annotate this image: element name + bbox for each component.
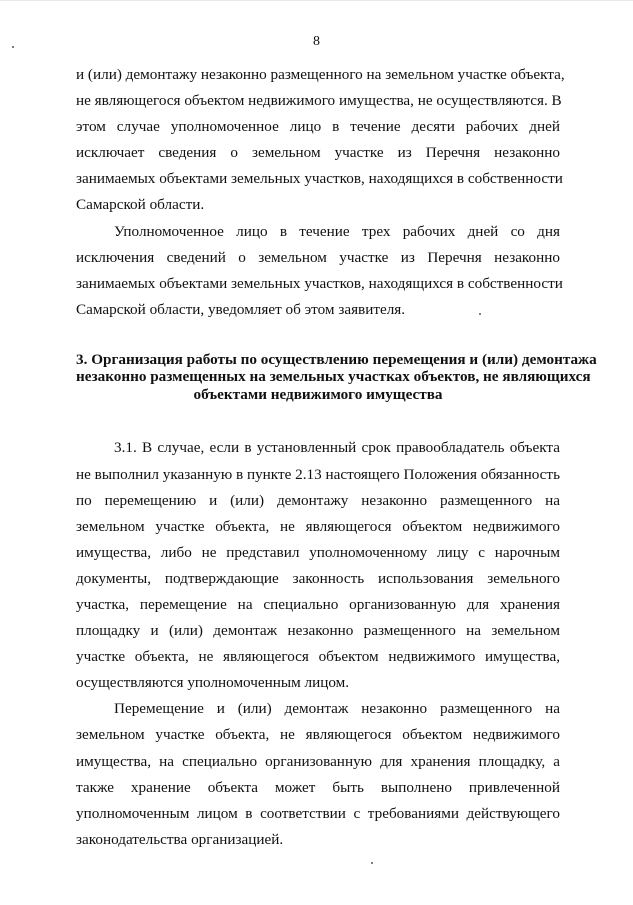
text-line: также хранение объекта может быть выполнено привлеченной	[76, 778, 560, 796]
section-heading	[76, 350, 597, 404]
text-line: имущества, на специально организованную для хранения площадку, а	[76, 752, 560, 770]
paragraph	[76, 696, 560, 853]
heading-line: 3. Организация работы по осуществлению перемещения и (или) демонтажа	[76, 350, 597, 368]
text-line: земельном участке объекта, не являющегося объектом недвижимого	[76, 726, 560, 744]
scan-top-edge	[0, 0, 633, 1]
text-line: не выполнил указанную в пункте 2.13 настоящего Положения обязанность	[76, 465, 560, 483]
page-number: 8	[313, 34, 320, 49]
text-line: исключает сведения о земельном участке из Перечня незаконно	[76, 144, 560, 162]
text-line: имущества, либо не представил уполномоченному лицу с нарочным	[76, 543, 560, 561]
text-line: занимаемых объектами земельных участков, находящихся в собственности	[76, 170, 563, 188]
text-line: уполномоченным лицом в соответствии с требованиями действующего	[76, 804, 560, 822]
document-body	[76, 62, 597, 853]
text-line: по перемещению и (или) демонтажу незаконно размещенного на	[76, 491, 560, 509]
paragraph	[76, 219, 563, 323]
text-line: участка, перемещение на специально организованную для хранения	[76, 596, 560, 613]
text-line: не являющегося объектом недвижимого имущества, не осуществляются. В	[76, 92, 562, 110]
paragraph	[76, 435, 560, 696]
heading-line: незаконно размещенных на земельных участках объектов, не являющихся	[76, 368, 591, 386]
text-line: земельном участке объекта, не являющегося объектом недвижимого	[76, 517, 560, 535]
text-line: осуществляются уполномоченным лицом.	[76, 674, 350, 692]
text-line: 3.1. В случае, если в установленный срок правообладатель объекта	[114, 439, 560, 457]
text-line: участке объекта, не являющегося объектом недвижимого имущества,	[76, 648, 560, 666]
text-line: исключения сведений о земельном участке из Перечня незаконно	[76, 248, 560, 266]
text-line: Самарской области, уведомляет об этом заявителя.	[76, 300, 406, 318]
scan-speck	[371, 862, 373, 864]
heading-line: объектами недвижимого имущества	[193, 385, 443, 403]
text-line: Уполномоченное лицо в течение трех рабочих дней со дня	[114, 222, 560, 240]
text-line: площадку и (или) демонтаж незаконно размещенного на земельном	[76, 622, 560, 640]
paragraph	[76, 62, 565, 219]
text-line: этом случае уполномоченное лицо в течение десяти рабочих дней	[76, 118, 560, 136]
text-line: Самарской области.	[76, 196, 205, 214]
text-line: законодательства организацией.	[76, 830, 284, 848]
text-line: документы, подтверждающие законность использования земельного	[76, 569, 560, 587]
text-line: занимаемых объектами земельных участков, находящихся в собственности	[76, 274, 563, 292]
text-line: и (или) демонтажу незаконно размещенного на земельном участке объекта,	[76, 66, 565, 83]
text-line: Перемещение и (или) демонтаж незаконно размещенного на	[114, 700, 560, 718]
